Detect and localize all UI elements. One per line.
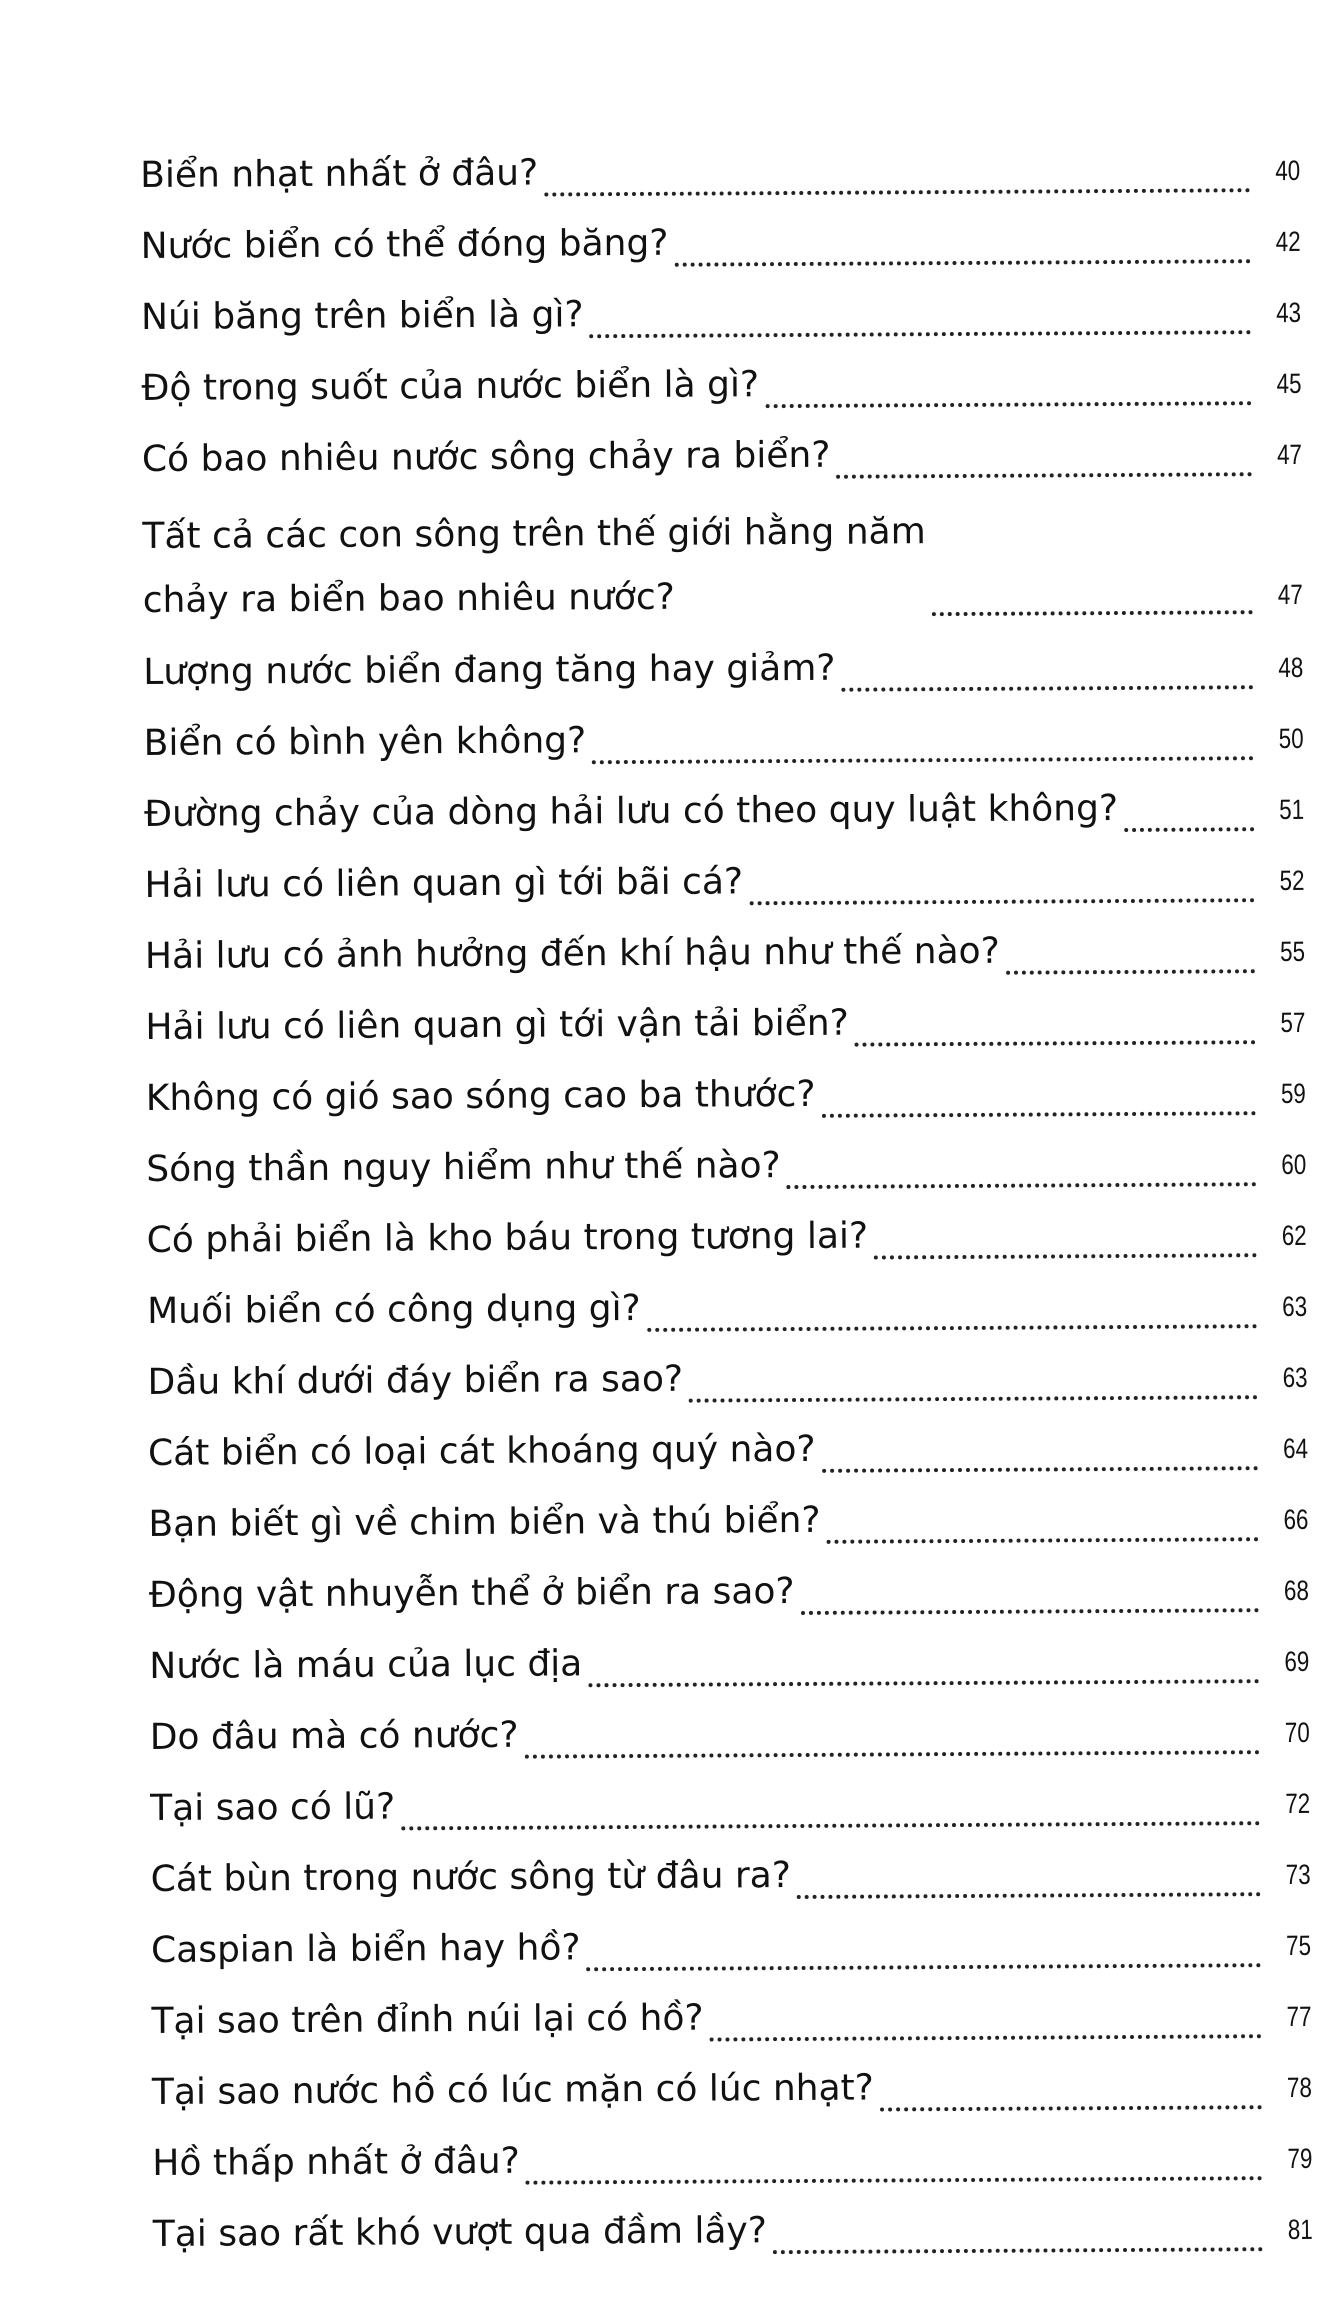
dot-leader bbox=[588, 1679, 1259, 1687]
dot-leader bbox=[592, 756, 1254, 764]
dot-leader bbox=[1006, 969, 1255, 975]
toc-entry bbox=[143, 701, 1303, 779]
toc-entry-page-number: 43 bbox=[1276, 296, 1302, 329]
toc-entry-title: Tại sao có lũ? bbox=[150, 1786, 396, 1829]
toc-entry-page-number: 47 bbox=[1277, 578, 1303, 611]
toc-entry bbox=[146, 1127, 1306, 1205]
dot-leader bbox=[647, 1324, 1257, 1332]
dot-leader bbox=[797, 1892, 1261, 1899]
dot-leader bbox=[689, 1395, 1258, 1402]
toc-entry-page-number: 63 bbox=[1282, 1290, 1308, 1323]
toc-entry bbox=[147, 1198, 1307, 1276]
toc-entry-page-number: 59 bbox=[1280, 1077, 1306, 1110]
toc-entry bbox=[146, 1056, 1306, 1134]
toc-entry bbox=[150, 1695, 1310, 1773]
dot-leader bbox=[525, 1750, 1260, 1758]
dot-leader bbox=[587, 1963, 1262, 1971]
dot-leader bbox=[827, 1537, 1259, 1544]
toc-entry-title: Lượng nước biển đang tăng hay giảm? bbox=[143, 647, 836, 693]
toc-entry bbox=[145, 985, 1305, 1063]
toc-entry-page-number: 50 bbox=[1278, 722, 1304, 755]
dot-leader bbox=[880, 2105, 1262, 2111]
toc-entry bbox=[147, 1269, 1307, 1347]
toc-entry-title: Tại sao nước hồ có lúc mặn có lúc nhạt? bbox=[151, 2067, 874, 2113]
toc-entry-page-number: 63 bbox=[1282, 1361, 1308, 1394]
toc-entry bbox=[150, 1837, 1310, 1915]
toc-entry-title: Cát bùn trong nước sông từ đâu ra? bbox=[150, 1855, 791, 1900]
toc-entry-page-number: 75 bbox=[1286, 1929, 1312, 1962]
toc-entry-title: Nước là máu của lục địa bbox=[149, 1643, 583, 1687]
dot-leader bbox=[1124, 827, 1254, 832]
toc-entry-page-number: 42 bbox=[1275, 225, 1301, 258]
toc-entry bbox=[141, 275, 1301, 353]
toc-entry-page-number: 51 bbox=[1279, 793, 1305, 826]
toc-entry-title: Có bao nhiêu nước sông chảy ra biển? bbox=[141, 434, 831, 480]
toc-entry-title: Biển nhạt nhất ở đâu? bbox=[140, 152, 539, 196]
toc-entry-title: Bạn biết gì về chim biển và thú biển? bbox=[148, 1499, 821, 1545]
toc-entry-title: Hải lưu có liên quan gì tới vận tải biển? bbox=[145, 1002, 849, 1048]
toc-entry bbox=[149, 1624, 1309, 1702]
toc-entry bbox=[150, 1766, 1310, 1844]
toc-entry-page-number: 73 bbox=[1285, 1858, 1311, 1891]
toc-entry-title: Sóng thần nguy hiểm như thế nào? bbox=[146, 1145, 781, 1190]
toc-entry bbox=[153, 2192, 1313, 2270]
toc-entry-page-number: 60 bbox=[1281, 1148, 1307, 1181]
dot-leader bbox=[590, 330, 1252, 338]
dot-leader bbox=[822, 1466, 1259, 1473]
dot-leader bbox=[526, 2176, 1263, 2184]
dot-leader bbox=[674, 259, 1250, 267]
toc-entry-page-number: 57 bbox=[1280, 1006, 1306, 1039]
toc-entry bbox=[148, 1411, 1308, 1489]
dot-leader bbox=[765, 401, 1251, 408]
toc-entry-page-number: 45 bbox=[1276, 367, 1302, 400]
toc-entry-page-number: 70 bbox=[1284, 1716, 1310, 1749]
toc-entry-title: Động vật nhuyễn thể ở biển ra sao? bbox=[148, 1571, 795, 1616]
toc-entry bbox=[142, 417, 1302, 495]
toc-entry-title: Hải lưu có ảnh hưởng đến khí hậu như thế nào? bbox=[144, 930, 1000, 977]
dot-leader bbox=[787, 1182, 1257, 1189]
toc-entry-title: Núi băng trên biển là gì? bbox=[140, 294, 584, 338]
dot-leader bbox=[773, 2247, 1263, 2254]
dot-leader bbox=[837, 472, 1253, 479]
toc-entry-title: Cát biển có loại cát khoáng quý nào? bbox=[147, 1428, 816, 1474]
toc-entry-title: Tất cả các con sông trên thế giới hằng năm chảy ra biển bao nhiêu nước? bbox=[142, 511, 926, 621]
toc-entry-page-number: 62 bbox=[1281, 1219, 1307, 1252]
toc-entry bbox=[140, 204, 1300, 282]
dot-leader bbox=[801, 1608, 1259, 1615]
toc-entry-page-number: 72 bbox=[1285, 1787, 1311, 1820]
toc-entry bbox=[147, 1340, 1307, 1418]
toc-entry bbox=[143, 630, 1303, 708]
toc-entry-page-number: 81 bbox=[1287, 2213, 1313, 2246]
toc-entry-title: Đường chảy của dòng hải lưu có theo quy luật không? bbox=[143, 788, 1119, 835]
toc-entry-page-number: 68 bbox=[1283, 1574, 1309, 1607]
toc-entry-title: Không có gió sao sóng cao ba thước? bbox=[145, 1073, 816, 1119]
toc-entry-page-number: 69 bbox=[1284, 1645, 1310, 1678]
toc-entry-page-number: 64 bbox=[1282, 1432, 1309, 1465]
dot-leader bbox=[932, 610, 1253, 616]
toc-entry-title: Biển có bình yên không? bbox=[143, 720, 587, 764]
toc-entry-page-number: 40 bbox=[1275, 154, 1301, 187]
toc-entry-title: Tại sao trên đỉnh núi lại có hồ? bbox=[151, 1997, 704, 2042]
toc-entry bbox=[151, 1908, 1311, 1986]
toc-entry-title: Do đâu mà có nước? bbox=[149, 1714, 519, 1758]
toc-entry bbox=[144, 843, 1304, 921]
toc-entry-page-number: 48 bbox=[1278, 651, 1304, 684]
toc-entry bbox=[140, 133, 1300, 211]
toc-entry bbox=[141, 346, 1301, 424]
dot-leader bbox=[544, 188, 1250, 196]
table-of-contents bbox=[140, 133, 1313, 2270]
toc-entry-title: Dầu khí dưới đáy biển ra sao? bbox=[147, 1358, 684, 1403]
toc-entry-page-number: 77 bbox=[1286, 2000, 1312, 2033]
toc-entry bbox=[152, 2050, 1312, 2128]
dot-leader bbox=[749, 898, 1254, 905]
dot-leader bbox=[874, 1253, 1257, 1259]
toc-entry-title: Hải lưu có liên quan gì tới bãi cá? bbox=[144, 861, 744, 906]
toc-entry-page-number: 47 bbox=[1276, 438, 1303, 471]
toc-entry-page-number: 55 bbox=[1279, 935, 1306, 968]
toc-entry-title: Nước biển có thể đóng băng? bbox=[140, 222, 669, 267]
dot-leader bbox=[710, 2034, 1262, 2041]
toc-entry bbox=[144, 772, 1304, 850]
toc-entry-page-number: 52 bbox=[1279, 864, 1305, 897]
toc-entry-page-number: 66 bbox=[1283, 1503, 1309, 1536]
toc-entry bbox=[149, 1553, 1309, 1631]
toc-entry-title: Có phải biển là kho báu trong tương lai? bbox=[146, 1215, 869, 1261]
dot-leader bbox=[822, 1111, 1256, 1118]
toc-entry-title: Độ trong suốt của nước biển là gì? bbox=[141, 364, 760, 409]
toc-entry-title: Caspian là biển hay hồ? bbox=[150, 1927, 581, 1971]
dot-leader bbox=[401, 1821, 1260, 1830]
toc-entry-page-number: 78 bbox=[1286, 2071, 1313, 2104]
toc-entry-title: Hồ thấp nhất ở đâu? bbox=[152, 2140, 520, 2184]
toc-entry bbox=[145, 914, 1305, 992]
toc-entry bbox=[142, 488, 1303, 637]
toc-entry bbox=[148, 1482, 1308, 1560]
toc-entry-title: Muối biển có công dụng gì? bbox=[147, 1287, 641, 1332]
toc-entry bbox=[151, 1979, 1311, 2057]
dot-leader bbox=[855, 1040, 1256, 1046]
toc-entry bbox=[152, 2121, 1312, 2199]
dot-leader bbox=[842, 685, 1254, 692]
toc-entry-page-number: 79 bbox=[1287, 2142, 1313, 2175]
toc-entry-title: Tại sao rất khó vượt qua đầm lầy? bbox=[152, 2210, 768, 2255]
